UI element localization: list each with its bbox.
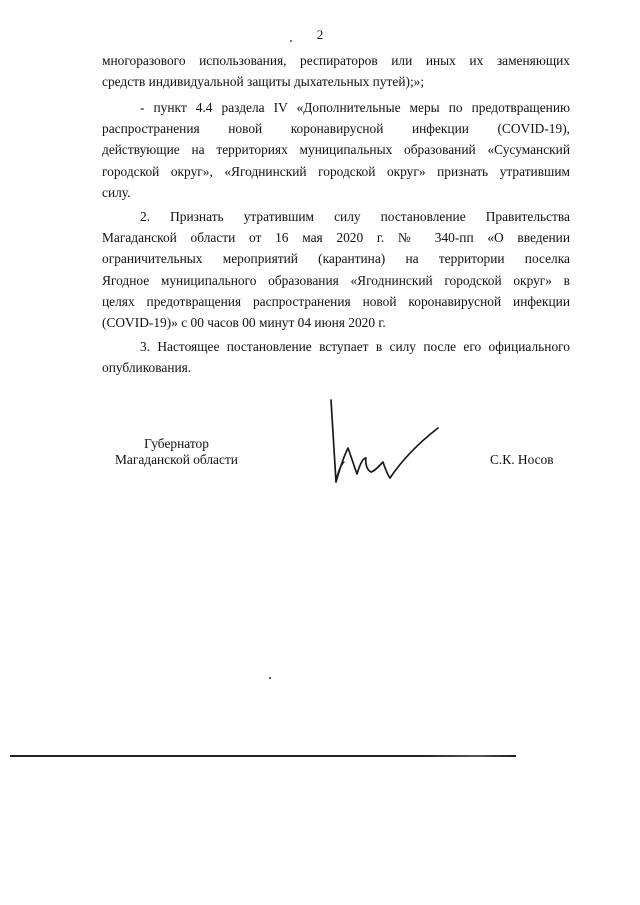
paragraph-2 [102,206,570,333]
page-number: 2 [316,27,324,42]
text-line: городской округ», «Ягоднинский городской округ» признать утратившим [102,163,570,179]
signatory-title-line: Губернатор [144,436,209,451]
text-line: Ягодное муниципального образования «Ягоднинский городской округ» в [102,272,570,288]
paragraph-3 [102,336,570,378]
text-line: средств индивидуальной защиты дыхательных путей);»; [102,74,425,90]
text-line: - пункт 4.4 раздела IV «Дополнительные меры по предотвращению [140,100,570,115]
paragraph-item-4-4 [102,97,570,203]
text-line: опубликования. [102,360,192,376]
signatory-name: С.К. Носов [490,452,554,467]
scan-speck [290,40,292,42]
text-line: распространения новой коронавирусной инфекции (COVID-19), [102,121,570,137]
signatory-title [104,436,249,468]
footer-rule-tail [420,755,516,757]
text-line: 3. Настоящее постановление вступает в силу после его официального [140,339,570,354]
text-line: Магаданской области от 16 мая 2020 г. № 340-пп «О введении [102,230,570,246]
text-line: многоразового использования, респираторов или иных их заменяющих [102,53,570,68]
paragraph-continuation [102,50,570,92]
text-line: (COVID-19)» с 00 часов 00 минут 04 июня 2020 г. [102,315,386,331]
scan-speck [269,677,271,679]
text-line: 2. Признать утратившим силу постановление Правительства [140,209,570,224]
handwritten-signature [322,398,444,492]
signatory-title-line: Магаданской области [115,452,238,467]
text-line: действующие на территориях муниципальных образований «Сусуманский [102,142,570,158]
text-line: ограничительных мероприятий (карантина) на территории поселка [102,251,570,267]
text-line: силу. [102,184,131,200]
text-line: целях предотвращения распространения новой коронавирусной инфекции [102,293,570,309]
